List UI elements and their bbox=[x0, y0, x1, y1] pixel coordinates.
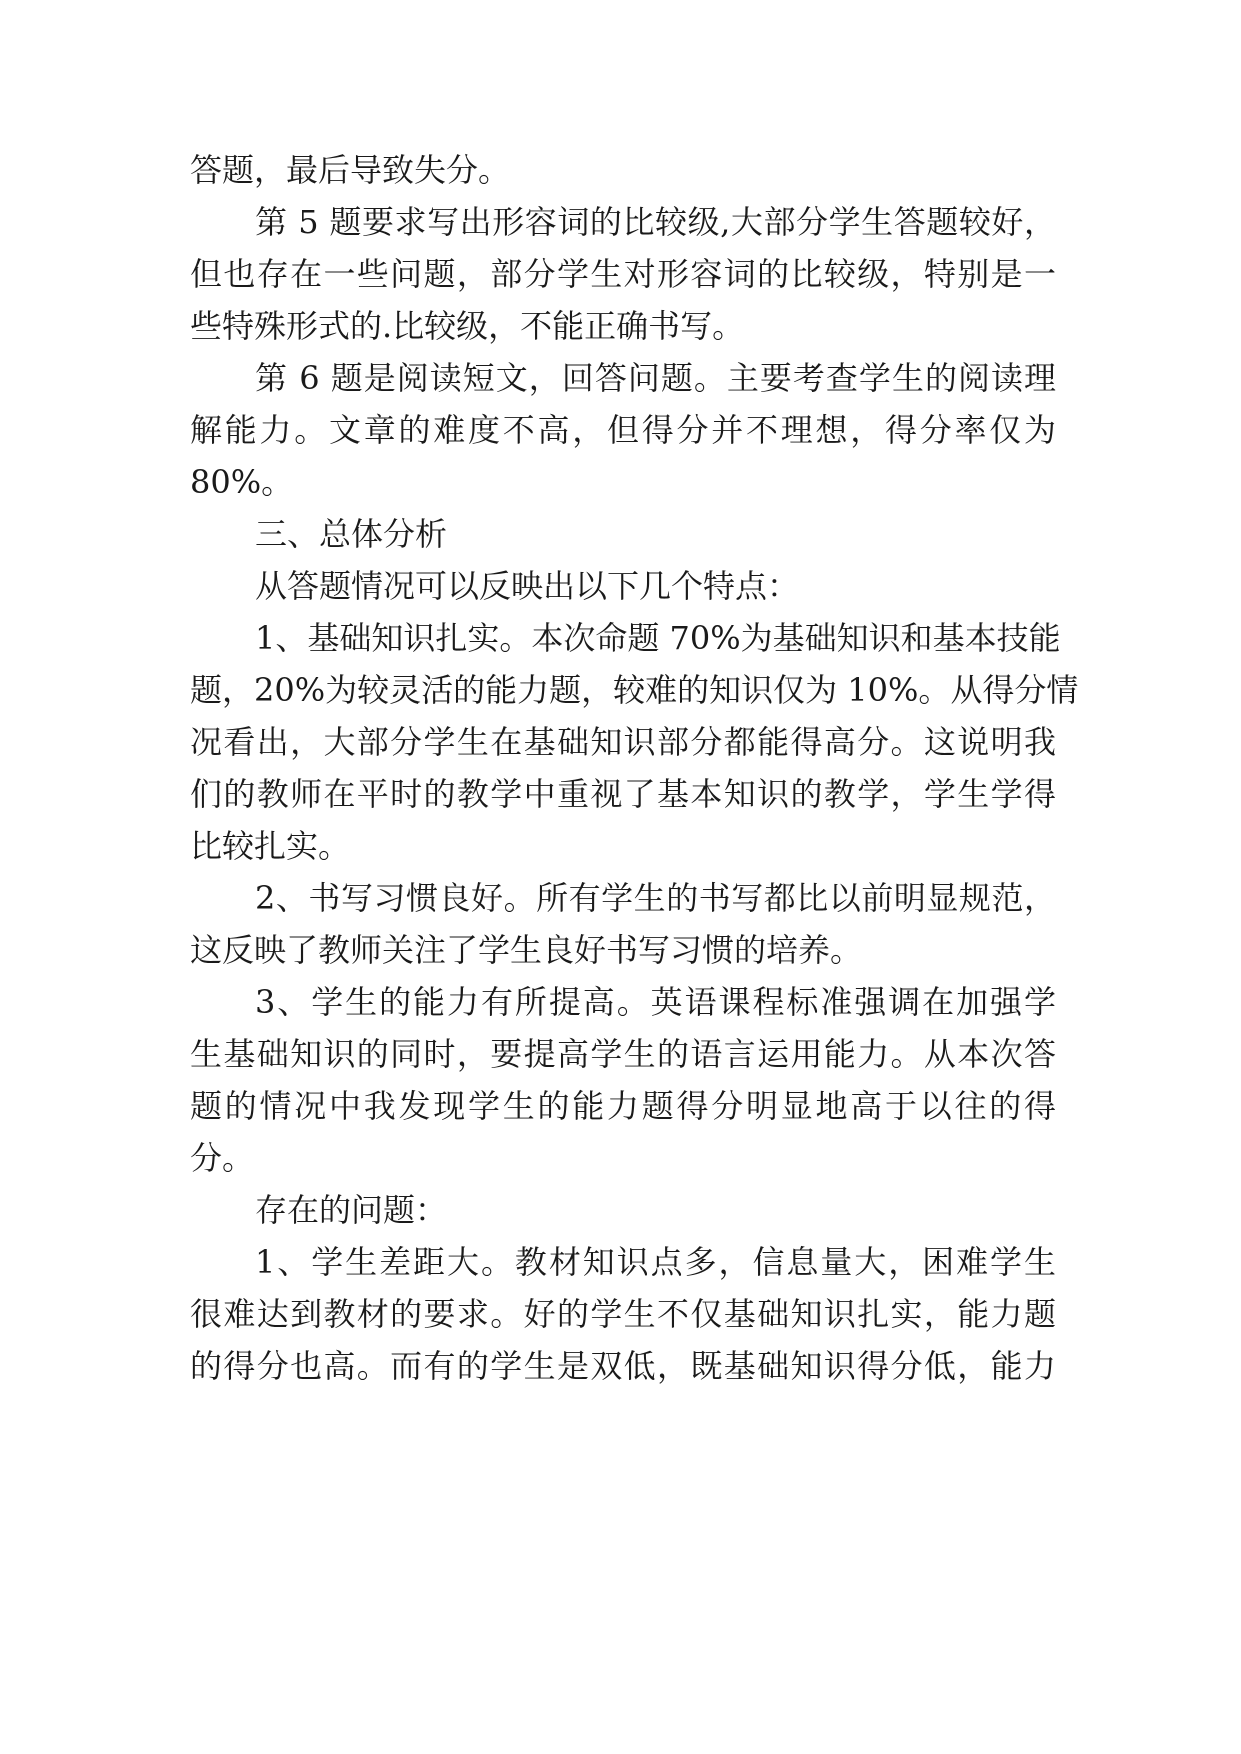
section-heading: 三、总体分析 bbox=[255, 515, 448, 553]
text-line: 比较扎实。 bbox=[190, 827, 351, 865]
text-line: 题，20%为较灵活的能力题，较难的知识仅为 10%。从得分情 bbox=[190, 671, 1079, 709]
text-line: 第 6 题是阅读短文，回答问题。主要考查学生的阅读理 bbox=[255, 359, 1056, 397]
text-line: 分。 bbox=[190, 1139, 255, 1177]
text-line: 1、学生差距大。教材知识点多，信息量大，困难学生 bbox=[255, 1243, 1056, 1281]
text-line: 题的情况中我发现学生的能力题得分明显地高于以往的得 bbox=[190, 1087, 1056, 1125]
text-line: 的得分也高。而有的学生是双低，既基础知识得分低，能力 bbox=[190, 1347, 1056, 1385]
section-heading: 存在的问题： bbox=[255, 1191, 448, 1229]
text-line: 第 5 题要求写出形容词的比较级,大部分学生答题较好， bbox=[255, 203, 1056, 241]
text-line: 2、书写习惯良好。所有学生的书写都比以前明显规范， bbox=[255, 879, 1056, 917]
text-line: 从答题情况可以反映出以下几个特点： bbox=[255, 567, 800, 605]
text-line: 3、学生的能力有所提高。英语课程标准强调在加强学 bbox=[255, 983, 1056, 1021]
text-line: 但也存在一些问题，部分学生对形容词的比较级，特别是一 bbox=[190, 255, 1056, 293]
text-line: 些特殊形式的.比较级，不能正确书写。 bbox=[190, 307, 745, 345]
text-line: 答题，最后导致失分。 bbox=[190, 151, 511, 189]
text-line: 这反映了教师关注了学生良好书写习惯的培养。 bbox=[190, 931, 863, 969]
text-line: 们的教师在平时的教学中重视了基本知识的教学，学生学得 bbox=[190, 775, 1056, 813]
text-line: 很难达到教材的要求。好的学生不仅基础知识扎实，能力题 bbox=[190, 1295, 1056, 1333]
text-line: 解能力。文章的难度不高，但得分并不理想，得分率仅为 bbox=[190, 411, 1056, 449]
text-line: 况看出，大部分学生在基础知识部分都能得高分。这说明我 bbox=[190, 723, 1056, 761]
text-line: 80%。 bbox=[190, 463, 294, 501]
text-line: 生基础知识的同时，要提高学生的语言运用能力。从本次答 bbox=[190, 1035, 1056, 1073]
text-line: 1、基础知识扎实。本次命题 70%为基础知识和基本技能 bbox=[255, 619, 1061, 657]
